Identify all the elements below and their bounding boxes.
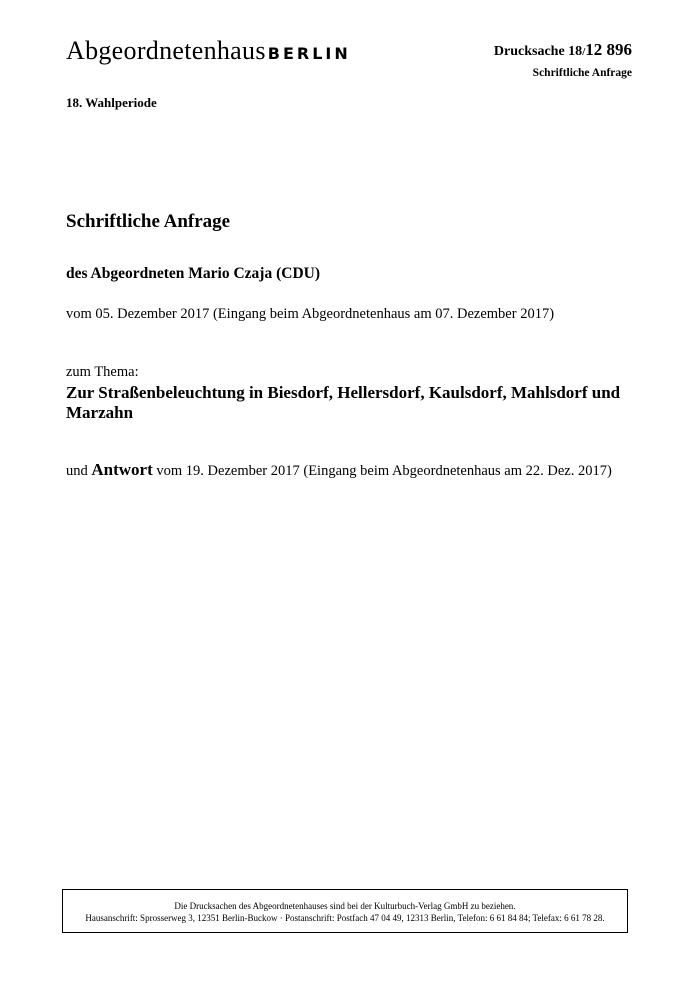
page-title: Schriftliche Anfrage [66, 211, 231, 232]
logo-wordmark: Abgeordnetenhaus [66, 36, 266, 65]
answer-line [66, 460, 612, 480]
topic-title: Zur Straßenbeleuchtung in Biesdorf, Hellersdorf, Kaulsdorf, Mahlsdorf und Marzahn [66, 383, 621, 422]
footer-box [62, 889, 628, 933]
answer-date: vom 19. Dezember 2017 (Eingang beim Abgeordnetenhaus am 22. Dez. 2017) [156, 463, 612, 479]
topic-label: zum Thema: [66, 364, 139, 380]
logo-city: BERLIN [267, 44, 351, 63]
drucksache-prefix: Drucksache 18 [493, 44, 583, 59]
legislative-period: 18. Wahlperiode [66, 95, 157, 110]
document-type: Schriftliche Anfrage [532, 67, 632, 79]
drucksache-separator: / [582, 46, 586, 58]
submission-date: vom 05. Dezember 2017 (Eingang beim Abgeordnetenhaus am 07. Dezember 2017) [66, 306, 555, 322]
footer-address: Hausanschrift: Sprosserweg 3, 12351 Berlin-Buckow · Postanschrift: Postfach 47 04 49, 12313 Berlin, Telefon: 6 61 84 84; Telefax: 6 61 78 28. [85, 913, 605, 923]
author-line: des Abgeordneten Mario Czaja (CDU) [66, 265, 320, 282]
answer-word: Antwort [91, 460, 153, 479]
footer-distribution-note: Die Drucksachen des Abgeordnetenhauses sind bei der Kulturbuch-Verlag GmbH zu beziehen. [174, 901, 516, 911]
drucksache-value: 12 896 [585, 40, 632, 59]
answer-prefix: und [66, 463, 88, 479]
drucksache-number [494, 40, 632, 60]
parliament-logo [66, 36, 351, 66]
